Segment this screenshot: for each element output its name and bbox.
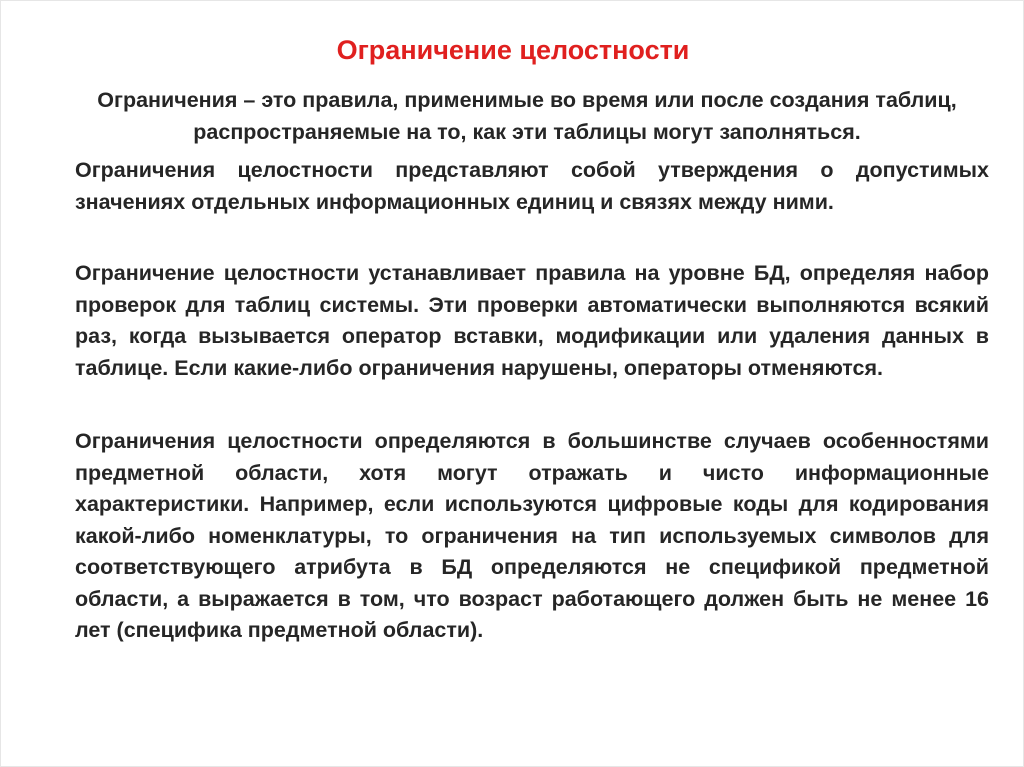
slide-title: Ограничение целостности	[336, 35, 690, 65]
paragraph-db-rules: Ограничение целостности устанавливает правила на уровне БД, определяя набор проверок для таблиц системы. Эти проверки автоматически выполняются всякий раз, когда вызывается оператор вставки, модификации или удаления данных в таблице. Если какие-либо ограничения нарушены, операторы отменяются.	[75, 261, 989, 380]
paragraph-domain-specifics: Ограничения целостности определяются в большинстве случаев особенностями предметной области, хотя могут отражать и чисто информационные характеристики. Например, если используются цифровые коды для кодирования какой-либо номенклатуры, то ограничения на тип используемых символов для соответствующего атрибута в БД определяются не спецификой предметной области, а выражается в том, что возраст работающего должен быть не менее 16 лет (специфика предметной области).	[75, 429, 989, 642]
paragraph-integrity-statements: Ограничения целостности представляют собой утверждения о допустимых значениях отдельных информационных единиц и связях между ними.	[75, 158, 989, 214]
paragraph-definition: Ограничения – это правила, применимые во время или после создания таблиц, распространяемые на то, как эти таблицы могут заполняться.	[97, 88, 957, 144]
